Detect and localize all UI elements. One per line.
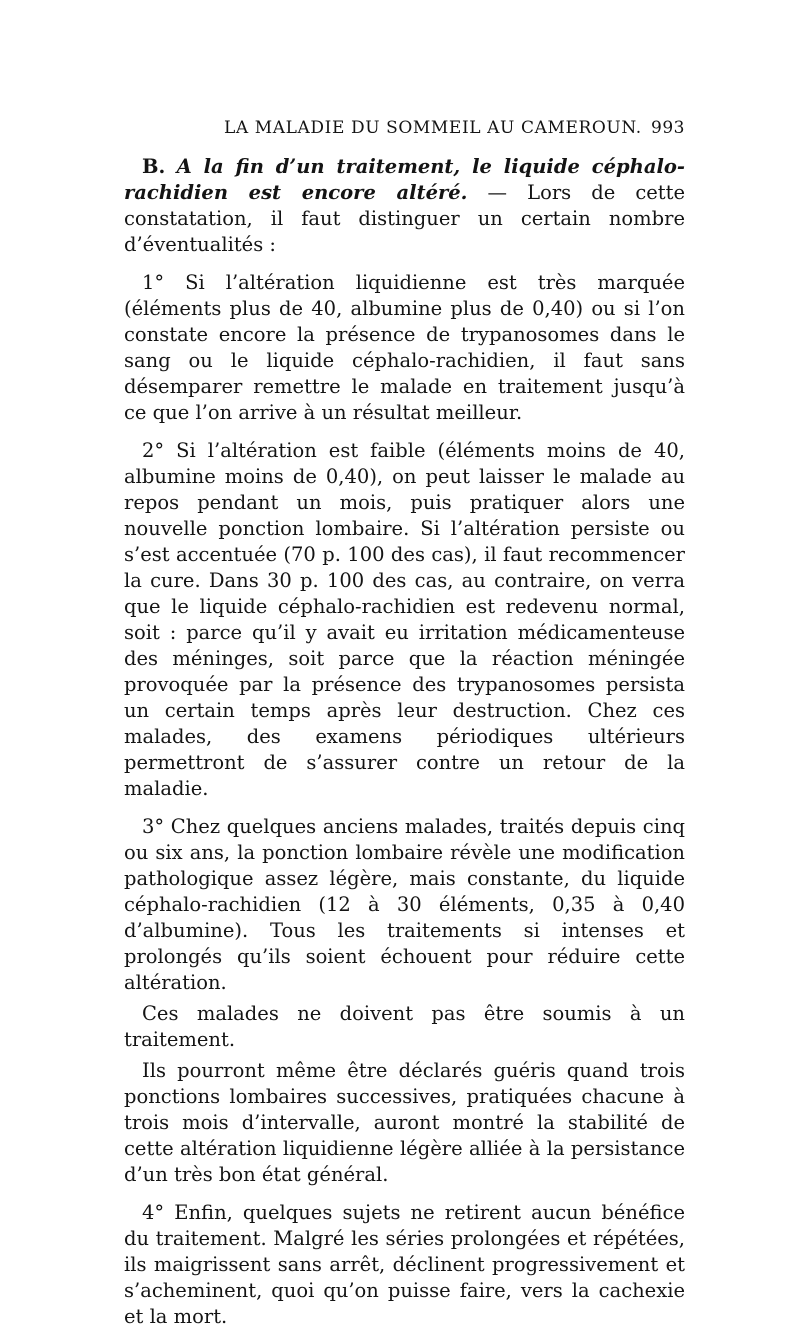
section-b-paragraph [124, 154, 685, 258]
page-number: 993 [651, 118, 685, 138]
section-b-text: — Lors de cette constatation, il faut distinguer un certain nombre d’éventualités : [124, 181, 685, 256]
paragraph-6: 4° Enfin, quelques sujets ne retirent aucun bénéfice du traitement. Malgré les séries prolongées et répétées, ils maigrissent sans arrêt, déclinent progressivement et s’acheminent, quoi qu’on puisse faire, vers la cachexie et la mort. [124, 1201, 685, 1328]
paragraph-2: 2° Si l’altération est faible (éléments moins de 40, albumine moins de 0,40), on peut laisser le malade au repos pendant un mois, puis pratiquer alors une nouvelle ponction lombaire. Si l’altération persiste ou s’est accentuée (70 p. 100 des cas), il faut recommencer la cure. Dans 30 p. 100 des cas, au contraire, on verra que le liquide céphalo-rachidien est redevenu normal, soit : parce qu’il y avait eu irritation médicamenteuse des méninges, soit parce que la réaction méningée provoquée par la présence des trypanosomes persista un certain temps après leur destruction. Chez ces malades, des examens périodiques ultérieurs permettront de s’assurer contre un retour de la maladie. [124, 439, 685, 800]
paragraph-4: Ces malades ne doivent pas être soumis à un traitement. [124, 1002, 685, 1051]
section-heading: A la fin d’un traitement, le liquide céphalo-rachidien est encore altéré. [124, 155, 685, 204]
paragraph-1: 1° Si l’altération liquidienne est très marquée (éléments plus de 40, albumine plus de 0,40) ou si l’on constate encore la présence de trypanosomes dans le sang ou le liquide céphalo-rachidien, il faut sans désemparer remettre le malade en traitement jusqu’à ce que l’on arrive à un résultat meilleur. [124, 271, 685, 424]
section-label: B. [142, 155, 166, 178]
body-text [124, 154, 685, 1330]
paragraph-5: Ils pourront même être déclarés guéris quand trois ponctions lombaires successives, pratiquées chacune à trois mois d’intervalle, auront montré la stabilité de cette altération liquidienne légère alliée à la persistance d’un très bon état général. [124, 1059, 685, 1186]
paragraph-3: 3° Chez quelques anciens malades, traités depuis cinq ou six ans, la ponction lombaire révèle une modification pathologique assez légère, mais constante, du liquide céphalo-rachidien (12 à 30 éléments, 0,35 à 0,40 d’albumine). Tous les traitements si intenses et prolongés qu’ils soient échouent pour réduire cette altération. [124, 815, 685, 994]
running-title: LA MALADIE DU SOMMEIL AU CAMEROUN. [224, 118, 642, 138]
running-head [120, 118, 685, 144]
